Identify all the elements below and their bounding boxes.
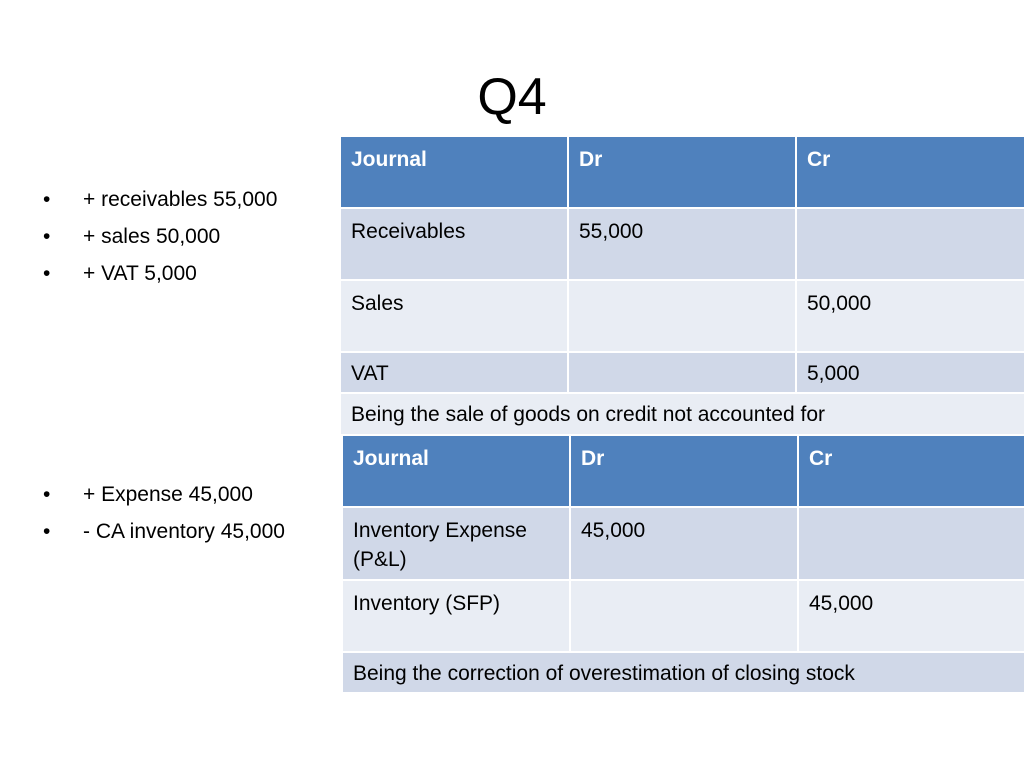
debit-cell [570, 580, 798, 652]
column-header-cr: Cr [796, 136, 1024, 208]
table-header-row [340, 136, 1024, 208]
table-row [342, 580, 1024, 652]
account-cell: VAT [340, 352, 568, 393]
table-header-row [342, 435, 1024, 507]
credit-cell [798, 507, 1024, 580]
debit-cell: 55,000 [568, 208, 796, 280]
table-row [340, 352, 1024, 393]
column-header-journal: Journal [342, 435, 570, 507]
table-row-narrative [342, 652, 1024, 693]
bullet-item: • - CA inventory 45,000 [40, 513, 285, 550]
debit-cell [568, 280, 796, 352]
bullet-item: • + VAT 5,000 [40, 255, 277, 292]
debit-cell: 45,000 [570, 507, 798, 580]
account-cell: Sales [340, 280, 568, 352]
table-row [340, 280, 1024, 352]
bullet-item: • + Expense 45,000 [40, 476, 285, 513]
table-row [340, 208, 1024, 280]
credit-cell: 50,000 [796, 280, 1024, 352]
bullet-item: • + sales 50,000 [40, 218, 277, 255]
account-cell: Receivables [340, 208, 568, 280]
bullet-list-inventory [40, 476, 285, 550]
credit-cell [796, 208, 1024, 280]
credit-cell: 5,000 [796, 352, 1024, 393]
table-row [342, 507, 1024, 580]
journal-table-inventory [341, 434, 1024, 694]
debit-cell [568, 352, 796, 393]
slide-title: Q4 [477, 68, 547, 126]
column-header-dr: Dr [570, 435, 798, 507]
journal-table-sale [339, 135, 1024, 436]
table-row-narrative [340, 393, 1024, 435]
account-cell: Inventory (SFP) [342, 580, 570, 652]
credit-cell: 45,000 [798, 580, 1024, 652]
column-header-cr: Cr [798, 435, 1024, 507]
bullet-list-sale [40, 181, 277, 292]
account-cell: Inventory Expense (P&L) [342, 507, 570, 580]
narrative-cell: Being the sale of goods on credit not accounted for [340, 393, 1024, 435]
column-header-journal: Journal [340, 136, 568, 208]
bullet-item: • + receivables 55,000 [40, 181, 277, 218]
narrative-cell: Being the correction of overestimation of closing stock [342, 652, 1024, 693]
column-header-dr: Dr [568, 136, 796, 208]
